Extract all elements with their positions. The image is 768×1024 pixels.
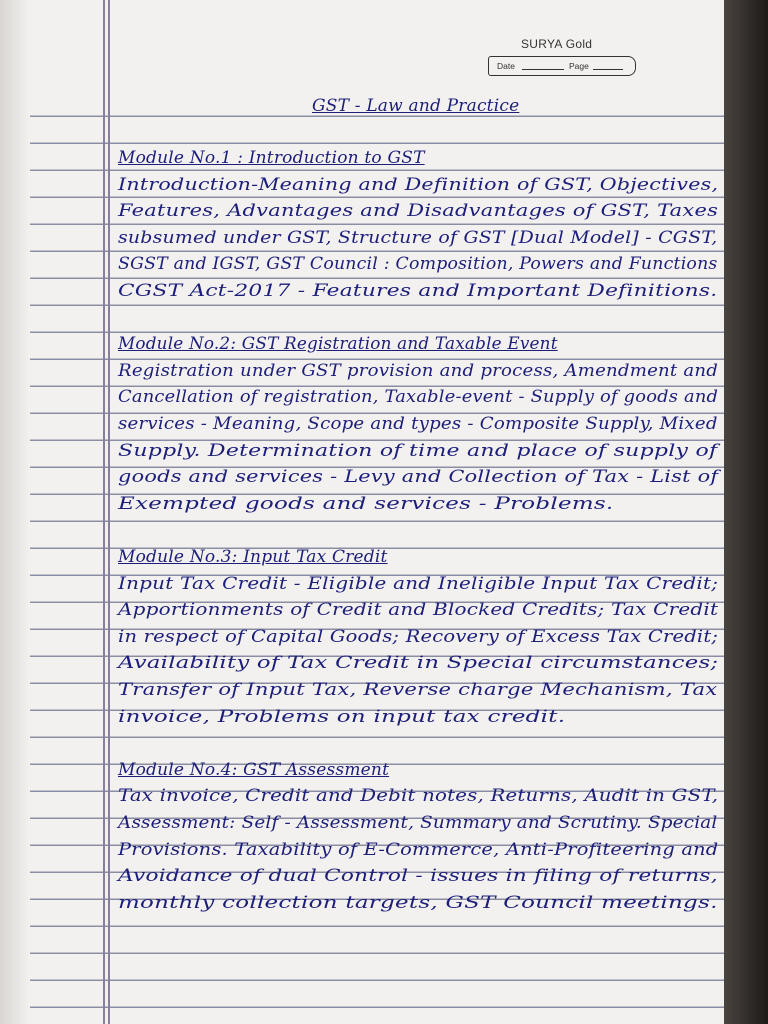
text-line: Tax invoice, Credit and Debit notes, Returns, Audit in GST, bbox=[118, 786, 719, 807]
text-line: Assessment: Self - Assessment, Summary and Scrutiny. Special bbox=[118, 813, 718, 833]
page-label: Page bbox=[569, 61, 589, 71]
text-line: Features, Advantages and Disadvantages of GST, Taxes bbox=[118, 201, 719, 222]
module-heading: Module No.4: GST Assessment bbox=[118, 759, 390, 780]
margin-line-outer bbox=[103, 0, 105, 1024]
text-line: Supply. Determination of time and place of supply of bbox=[118, 440, 718, 461]
date-label: Date bbox=[497, 61, 515, 71]
text-line: goods and services - Levy and Collection of Tax - List of bbox=[118, 467, 719, 488]
page-title: GST - Law and Practice bbox=[312, 96, 520, 116]
text-line: Exempted goods and services - Problems. bbox=[118, 493, 614, 514]
text-line: Transfer of Input Tax, Reverse charge Mechanism, Tax bbox=[118, 680, 718, 700]
margin-line-inner bbox=[108, 0, 110, 1024]
page-fill-line bbox=[593, 69, 623, 70]
text-line: Introduction-Meaning and Definition of GST, Objectives, bbox=[118, 174, 719, 195]
page-left-edge bbox=[0, 0, 30, 1024]
date-page-box bbox=[488, 56, 636, 76]
text-line: Cancellation of registration, Taxable-event - Supply of goods and bbox=[118, 387, 719, 408]
text-line: Availability of Tax Credit in Special circumstances; bbox=[118, 653, 719, 674]
date-fill-line bbox=[522, 69, 564, 70]
text-line: Avoidance of dual Control - issues in filing of returns, bbox=[118, 866, 718, 887]
text-line: invoice, Problems on input tax credit. bbox=[118, 706, 566, 727]
text-line: Input Tax Credit - Eligible and Ineligible Input Tax Credit; bbox=[118, 573, 719, 594]
text-line: in respect of Capital Goods; Recovery of Excess Tax Credit; bbox=[118, 626, 719, 647]
text-line: subsumed under GST, Structure of GST [Dual Model] - CGST, bbox=[118, 227, 718, 248]
background-shadow bbox=[724, 0, 768, 1024]
module-heading: Module No.1 : Introduction to GST bbox=[118, 148, 425, 168]
text-line: SGST and IGST, GST Council : Composition, Powers and Functions bbox=[118, 254, 718, 275]
notebook-brand: SURYA Gold bbox=[521, 37, 593, 51]
text-line: monthly collection targets, GST Council meetings. bbox=[118, 892, 718, 913]
text-line: Apportionments of Credit and Blocked Credits; Tax Credit bbox=[118, 600, 719, 621]
text-line: services - Meaning, Scope and types - Composite Supply, Mixed bbox=[118, 414, 718, 434]
text-line: CGST Act-2017 - Features and Important Definitions. bbox=[118, 281, 718, 301]
module-heading: Module No.3: Input Tax Credit bbox=[118, 547, 388, 567]
text-line: Provisions. Taxability of E-Commerce, Anti-Profiteering and bbox=[118, 839, 719, 860]
text-line: Registration under GST provision and process, Amendment and bbox=[118, 360, 719, 381]
module-heading: Module No.2: GST Registration and Taxable Event bbox=[118, 334, 558, 355]
